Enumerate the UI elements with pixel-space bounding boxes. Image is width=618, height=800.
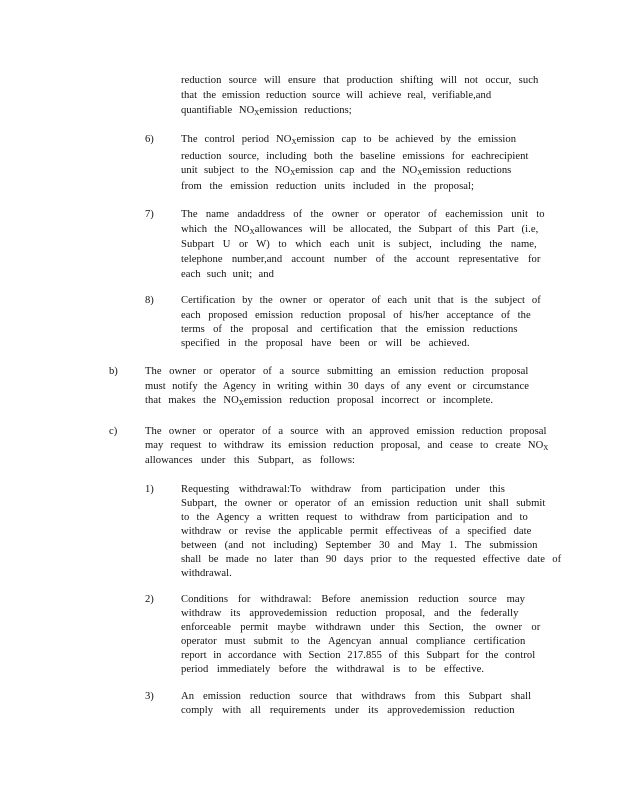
item-label: 2) bbox=[145, 594, 154, 605]
text-line: must notify the Agency in writing within 30 days of any event or circumstance bbox=[145, 381, 529, 392]
text-line: each proposed emission reduction proposal of his/her acceptance of the bbox=[181, 310, 531, 321]
text-line: comply with all requirements under its approvedemission reduction bbox=[181, 705, 515, 716]
text-line: Subpart U or W) to which each unit is subject, including the name, bbox=[181, 239, 537, 250]
text-line: that the emission reduction source will achieve real, verifiable,and bbox=[181, 90, 492, 101]
text-line: between (and not including) September 30 and May 1. The submission bbox=[181, 540, 538, 551]
text-line: withdraw or revise the applicable permit effectiveas of a specified date bbox=[181, 526, 532, 537]
text-line: shall be made no later than 90 days prior to the requested effective date of bbox=[181, 554, 562, 565]
text-line: from the emission reduction units included in the proposal; bbox=[181, 181, 475, 192]
text-line: unit subject to the $NO_Xemission$ cap and the $NO_Xemission$ reductions bbox=[181, 165, 512, 177]
text-line: The control period $NO_Xemission$ cap to be achieved by the emission bbox=[181, 134, 517, 146]
text-line: enforceable permit maybe withdrawn under this Section, the owner or bbox=[181, 622, 541, 633]
text-line: terms of the proposal and certification that the emission reductions bbox=[181, 324, 518, 335]
text-line: quantifiable $NO_Xemission$ reductions; bbox=[181, 105, 352, 117]
item-label: 3) bbox=[145, 691, 154, 702]
section-label: b) bbox=[109, 366, 118, 377]
item-label: 7) bbox=[145, 209, 154, 220]
text-line: Requesting withdrawal:To withdraw from participation under this bbox=[181, 484, 505, 495]
text-line: allowances under this Subpart, as follows: bbox=[145, 455, 355, 466]
text-line: The owner or operator of a source submitting an emission reduction proposal bbox=[145, 366, 529, 377]
text-line: to the Agency a written request to withdraw from participation and to bbox=[181, 512, 528, 523]
text-line: withdraw its approvedemission reduction proposal, and the federally bbox=[181, 608, 519, 619]
text-line: Subpart, the owner or operator of an emission reduction unit shall submit bbox=[181, 498, 546, 509]
text-line: report in accordance with Section 217.855 of this Subpart for the control bbox=[181, 650, 536, 661]
item-label: 6) bbox=[145, 134, 154, 145]
text-line: reduction source, including both the baseline emissions for eachrecipient bbox=[181, 151, 529, 162]
item-label: 8) bbox=[145, 295, 154, 306]
text-line: reduction source will ensure that production shifting will not occur, such bbox=[181, 75, 539, 86]
text-line: which the $NO_Xallowances$ will be allocated, the Subpart of this Part (i.e, bbox=[181, 224, 539, 236]
text-line: telephone number,and account number of the account representative for bbox=[181, 254, 541, 265]
text-line: Certification by the owner or operator of each unit that is the subject of bbox=[181, 295, 541, 306]
text-line: The name andaddress of the owner or operator of eachemission unit to bbox=[181, 209, 545, 220]
text-line: The owner or operator of a source with an approved emission reduction proposal bbox=[145, 426, 547, 437]
text-line: that makes the $NO_Xemission$ reduction proposal incorrect or incomplete. bbox=[145, 395, 494, 407]
text-line: An emission reduction source that withdraws from this Subpart shall bbox=[181, 691, 532, 702]
text-line: may request to withdraw its emission reduction proposal, and cease to create $NO_X$ bbox=[145, 440, 549, 452]
text-line: specified in the proposal have been or will be achieved. bbox=[181, 338, 470, 349]
item-label: 1) bbox=[145, 484, 154, 495]
section-label: c) bbox=[109, 426, 118, 437]
text-line: period immediately before the withdrawal is to be effective. bbox=[181, 664, 485, 675]
text-line: Conditions for withdrawal: Before anemission reduction source may bbox=[181, 594, 526, 605]
text-line: operator must submit to the Agencyan annual compliance certification bbox=[181, 636, 526, 647]
text-line: each such unit; and bbox=[181, 269, 274, 280]
text-line: withdrawal. bbox=[181, 568, 232, 579]
